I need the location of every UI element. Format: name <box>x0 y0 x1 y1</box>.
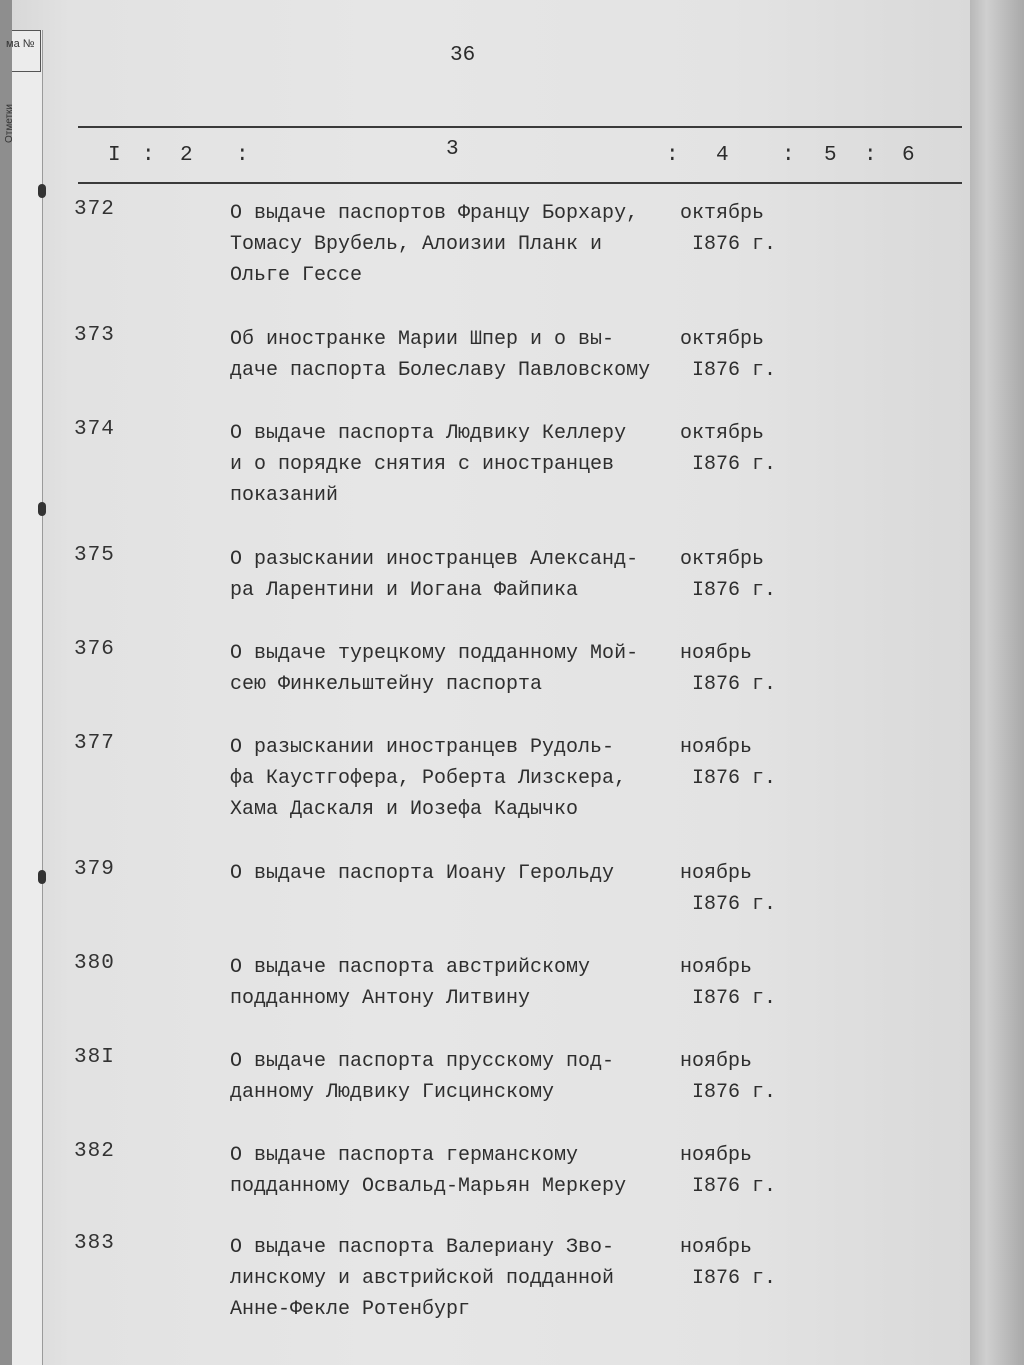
entry-title: О выдаче паспорта Иоану Герольду <box>230 862 615 885</box>
column-header-separator: : <box>782 144 795 167</box>
margin-stub-box <box>12 30 41 72</box>
column-header-separator: : <box>864 144 877 167</box>
entry-number: 373 <box>74 324 115 347</box>
entry-number: 38I <box>74 1046 115 1069</box>
entry-number: 380 <box>74 952 115 975</box>
entry-date: ноябрь I876 г. <box>680 1144 777 1198</box>
entry-number: 377 <box>74 732 115 755</box>
entry-number: 372 <box>74 198 115 221</box>
column-header-3: 3 <box>446 138 459 161</box>
entry-date: ноябрь I876 г. <box>680 956 777 1010</box>
column-header-6: 6 <box>902 144 915 167</box>
entry-date: ноябрь I876 г. <box>680 1236 777 1290</box>
entry-title: О выдаче паспорта прусскому под- данному Людвику Гисцинскому <box>230 1050 615 1104</box>
entry-title: О выдаче паспорта австрийскому подданному Антону Литвину <box>230 956 591 1010</box>
column-header-separator: : <box>142 144 155 167</box>
entry-date: ноябрь I876 г. <box>680 642 777 696</box>
binding-hole <box>38 184 46 198</box>
entry-date: октябрь I876 г. <box>680 548 777 602</box>
binding-hole <box>38 870 46 884</box>
entry-title: О разыскании иностранцев Рудоль- фа Каустгофера, Роберта Лизскера, Хама Даскаля и Иозефа Кадычко <box>230 736 627 821</box>
header-rule-top <box>78 126 962 128</box>
entry-title: О разыскании иностранцев Александ- ра Ларентини и Иогана Файпика <box>230 548 639 602</box>
entry-title: О выдаче паспортов Францу Борхару, Томасу Врубель, Алоизии Планк и Ольге Гессе <box>230 202 639 287</box>
margin-stub-remarks-label: Отметки <box>4 103 16 144</box>
column-header-separator: : <box>666 144 679 167</box>
column-header-separator: : <box>236 144 249 167</box>
entry-date: ноябрь I876 г. <box>680 1050 777 1104</box>
column-header-1: I <box>108 144 121 167</box>
entry-date: октябрь I876 г. <box>680 422 777 476</box>
entry-number: 382 <box>74 1140 115 1163</box>
entry-number: 383 <box>74 1232 115 1255</box>
entry-date: ноябрь I876 г. <box>680 736 777 790</box>
entry-date: октябрь I876 г. <box>680 202 777 256</box>
entry-title: О выдаче турецкому подданному Мой- сею Финкельштейну паспорта <box>230 642 639 696</box>
document-page <box>4 0 970 1365</box>
page-number: 36 <box>450 44 476 67</box>
column-header-2: 2 <box>180 144 193 167</box>
entry-title: О выдаче паспорта германскому подданному Освальд-Марьян Меркеру <box>230 1144 627 1198</box>
entry-title: Об иностранке Марии Шпер и о вы- даче паспорта Болеславу Павловскому <box>230 328 651 382</box>
entry-title: О выдаче паспорта Валериану Зво- линскому и австрийской подданной Анне-Фекле Ротенбург <box>230 1236 615 1321</box>
margin-stub <box>12 30 43 1365</box>
margin-stub-number-label: ма № <box>6 38 35 50</box>
column-header-5: 5 <box>824 144 837 167</box>
entry-number: 374 <box>74 418 115 441</box>
entry-number: 375 <box>74 544 115 567</box>
header-rule-bottom <box>78 182 962 184</box>
page-edge <box>970 0 1024 1365</box>
entry-number: 376 <box>74 638 115 661</box>
binding-hole <box>38 502 46 516</box>
entry-date: ноябрь I876 г. <box>680 862 777 916</box>
entry-title: О выдаче паспорта Людвику Келлеру и о порядке снятия с иностранцев показаний <box>230 422 627 507</box>
entry-date: октябрь I876 г. <box>680 328 777 382</box>
column-header-4: 4 <box>716 144 729 167</box>
entry-number: 379 <box>74 858 115 881</box>
